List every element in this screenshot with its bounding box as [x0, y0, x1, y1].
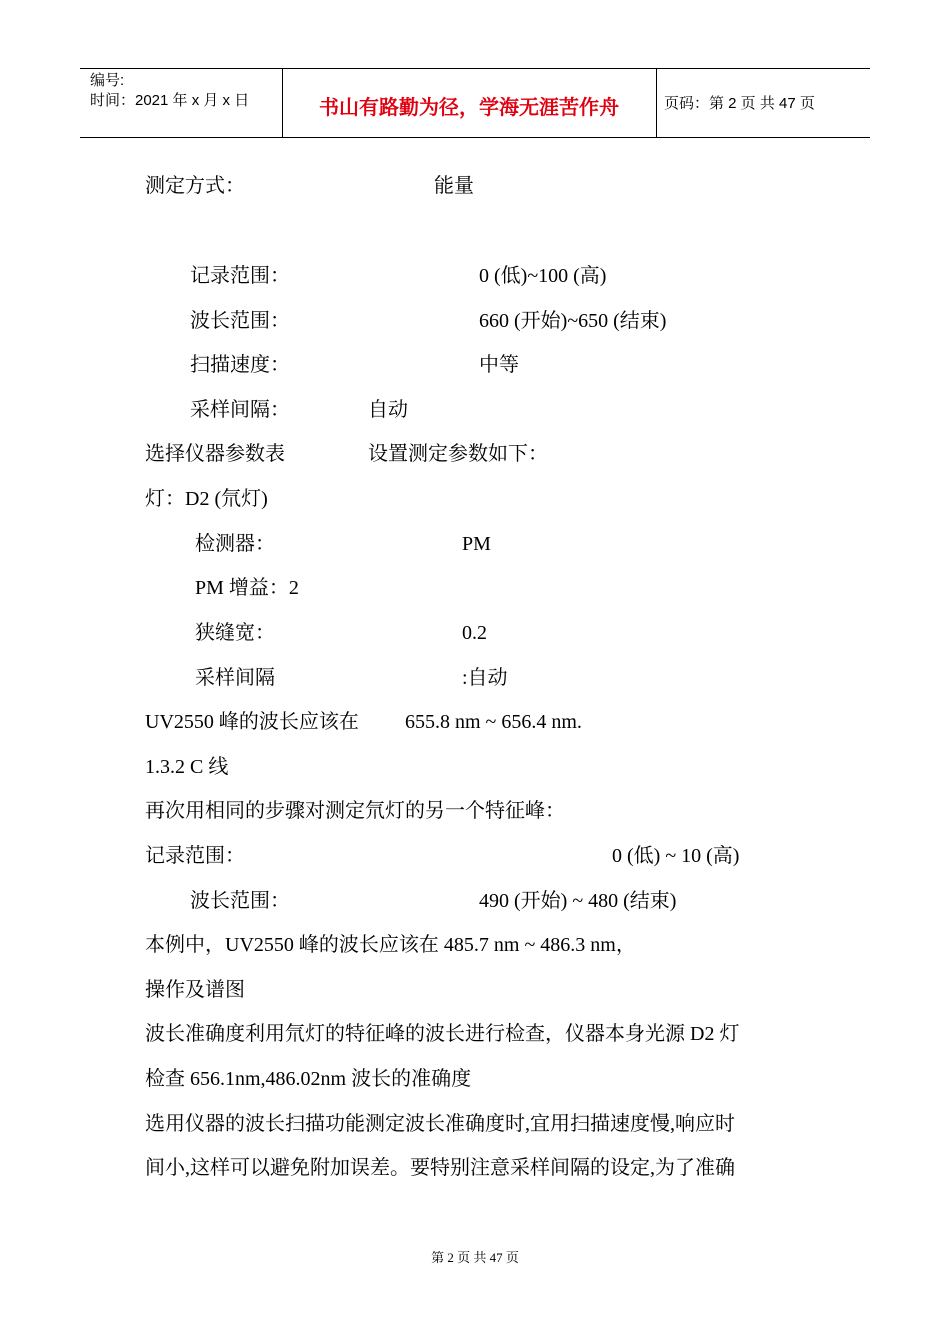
line-label: 记录范围： — [145, 845, 245, 867]
line-text: 灯：D2 (氘灯) — [145, 488, 268, 510]
line-label: 采样间隔 — [195, 667, 275, 689]
line-value: 655.8 nm ~ 656.4 nm. — [405, 711, 582, 733]
line-value: 0 (低) ~ 10 (高) — [612, 845, 740, 867]
line-label: 检测器： — [195, 533, 275, 555]
line-text: 本例中，UV2550 峰的波长应该在 485.7 nm ~ 486.3 nm， — [145, 934, 636, 956]
line-value: 设置测定参数如下： — [368, 443, 548, 465]
line-label: 扫描速度： — [190, 354, 290, 376]
document-time-label: 时间：2021 年 x 月 x 日 — [90, 92, 250, 109]
line-text: 操作及谱图 — [145, 979, 245, 1001]
line-value: 490 (开始) ~ 480 (结束) — [479, 890, 677, 912]
line-value: 自动 — [368, 399, 408, 421]
line-text: 再次用相同的步骤对测定氘灯的另一个特征峰： — [145, 800, 565, 822]
line-label: 测定方式： — [145, 175, 245, 197]
page-footer: 第 2 页 共 47 页 — [431, 1250, 519, 1265]
line-label: 采样间隔： — [190, 399, 290, 421]
line-label: 狭缝宽： — [195, 622, 275, 644]
section-heading: 1.3.2 C 线 — [145, 756, 229, 778]
line-label: 波长范围： — [190, 310, 290, 332]
line-label: UV2550 峰的波长应该在 — [145, 711, 359, 733]
line-text: 间小,这样可以避免附加误差。要特别注意采样间隔的设定,为了准确 — [145, 1157, 735, 1179]
header-motto: 书山有路勤为径，学海无涯苦作舟 — [319, 95, 619, 119]
header-meta — [90, 71, 249, 111]
line-label: 选择仪器参数表 — [145, 443, 285, 465]
header-table — [80, 68, 870, 138]
line-text: 选用仪器的波长扫描功能测定波长准确度时,宜用扫描速度慢,响应时 — [145, 1113, 735, 1135]
line-text: PM 增益：2 — [195, 577, 299, 599]
document-number-label: 编号: — [90, 72, 125, 89]
line-value: 能量 — [434, 175, 474, 197]
line-value: 0.2 — [462, 622, 487, 644]
line-label: 记录范围： — [190, 265, 290, 287]
line-text: 检查 656.1nm,486.02nm 波长的准确度 — [145, 1068, 472, 1090]
header-page-info: 页码：第 2 页 共 47 页 — [664, 95, 815, 112]
header-divider — [656, 69, 657, 137]
line-value: :自动 — [462, 667, 508, 689]
line-value: 0 (低)~100 (高) — [479, 265, 607, 287]
line-value: 660 (开始)~650 (结束) — [479, 310, 667, 332]
line-text: 波长准确度利用氘灯的特征峰的波长进行检查，仪器本身光源 D2 灯 — [145, 1023, 740, 1045]
line-label: 波长范围： — [190, 890, 290, 912]
line-value: 中等 — [479, 354, 519, 376]
line-value: PM — [462, 533, 491, 555]
